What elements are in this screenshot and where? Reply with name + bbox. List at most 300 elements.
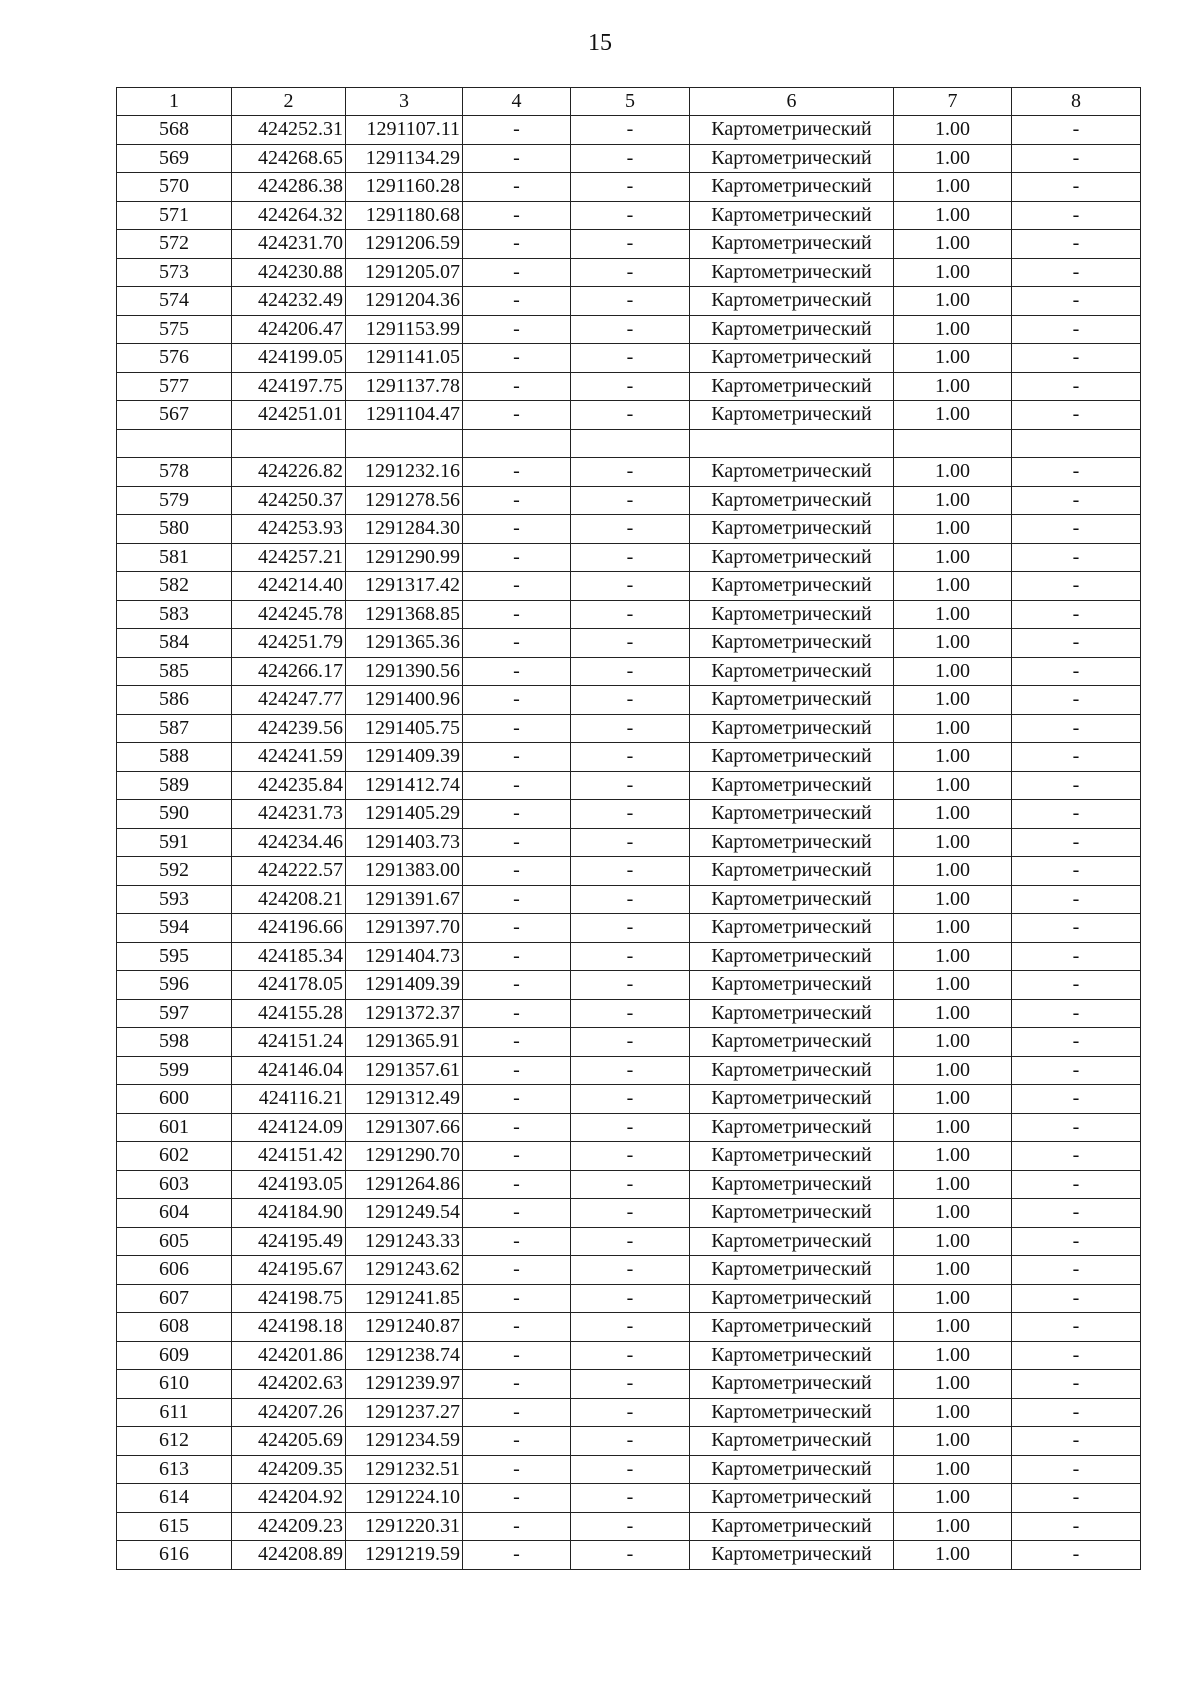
y-coordinate-cell: 1291134.29 bbox=[346, 144, 463, 173]
method-cell: Картометрический bbox=[690, 999, 894, 1028]
method-cell: Картометрический bbox=[690, 1028, 894, 1057]
column-5-cell: - bbox=[571, 714, 690, 743]
x-coordinate-cell: 424241.59 bbox=[232, 743, 346, 772]
point-number-cell: 574 bbox=[117, 287, 232, 316]
method-cell: Картометрический bbox=[690, 287, 894, 316]
accuracy-cell: 1.00 bbox=[894, 1398, 1012, 1427]
y-coordinate-cell: 1291232.16 bbox=[346, 458, 463, 487]
table-row bbox=[117, 1085, 1141, 1114]
accuracy-cell: 1.00 bbox=[894, 486, 1012, 515]
point-number-cell: 587 bbox=[117, 714, 232, 743]
y-coordinate-cell: 1291249.54 bbox=[346, 1199, 463, 1228]
point-number-cell: 606 bbox=[117, 1256, 232, 1285]
accuracy-cell bbox=[894, 429, 1012, 458]
accuracy-cell: 1.00 bbox=[894, 743, 1012, 772]
column-5-cell: - bbox=[571, 486, 690, 515]
point-number-cell: 609 bbox=[117, 1341, 232, 1370]
column-5-cell: - bbox=[571, 1085, 690, 1114]
table-row bbox=[117, 258, 1141, 287]
column-4-cell: - bbox=[463, 1541, 571, 1570]
accuracy-cell: 1.00 bbox=[894, 1085, 1012, 1114]
column-8-cell: - bbox=[1012, 173, 1141, 202]
column-4-cell: - bbox=[463, 458, 571, 487]
point-number-cell: 578 bbox=[117, 458, 232, 487]
point-number-cell: 573 bbox=[117, 258, 232, 287]
y-coordinate-cell: 1291153.99 bbox=[346, 315, 463, 344]
column-5-cell: - bbox=[571, 914, 690, 943]
point-number-cell: 576 bbox=[117, 344, 232, 373]
x-coordinate-cell: 424193.05 bbox=[232, 1170, 346, 1199]
x-coordinate-cell: 424239.56 bbox=[232, 714, 346, 743]
table-row bbox=[117, 1256, 1141, 1285]
column-5-cell: - bbox=[571, 1170, 690, 1199]
y-coordinate-cell: 1291278.56 bbox=[346, 486, 463, 515]
y-coordinate-cell: 1291205.07 bbox=[346, 258, 463, 287]
x-coordinate-cell: 424234.46 bbox=[232, 828, 346, 857]
accuracy-cell: 1.00 bbox=[894, 828, 1012, 857]
y-coordinate-cell: 1291312.49 bbox=[346, 1085, 463, 1114]
column-4-cell: - bbox=[463, 116, 571, 145]
column-5-cell: - bbox=[571, 1199, 690, 1228]
y-coordinate-cell: 1291238.74 bbox=[346, 1341, 463, 1370]
x-coordinate-cell: 424214.40 bbox=[232, 572, 346, 601]
accuracy-cell: 1.00 bbox=[894, 1427, 1012, 1456]
point-number-cell: 570 bbox=[117, 173, 232, 202]
table-row bbox=[117, 173, 1141, 202]
table-body bbox=[117, 116, 1141, 1570]
column-8-cell: - bbox=[1012, 344, 1141, 373]
table-row bbox=[117, 600, 1141, 629]
column-5-cell: - bbox=[571, 1484, 690, 1513]
x-coordinate-cell: 424209.23 bbox=[232, 1512, 346, 1541]
y-coordinate-cell: 1291290.70 bbox=[346, 1142, 463, 1171]
column-8-cell: - bbox=[1012, 1398, 1141, 1427]
column-4-cell: - bbox=[463, 372, 571, 401]
column-8-cell: - bbox=[1012, 1427, 1141, 1456]
column-5-cell bbox=[571, 429, 690, 458]
method-cell: Картометрический bbox=[690, 1284, 894, 1313]
x-coordinate-cell: 424222.57 bbox=[232, 857, 346, 886]
method-cell: Картометрический bbox=[690, 1170, 894, 1199]
table-row bbox=[117, 1227, 1141, 1256]
column-5-cell: - bbox=[571, 600, 690, 629]
point-number-cell: 608 bbox=[117, 1313, 232, 1342]
point-number-cell: 589 bbox=[117, 771, 232, 800]
accuracy-cell: 1.00 bbox=[894, 1256, 1012, 1285]
accuracy-cell: 1.00 bbox=[894, 543, 1012, 572]
y-coordinate-cell: 1291160.28 bbox=[346, 173, 463, 202]
y-coordinate-cell: 1291317.42 bbox=[346, 572, 463, 601]
method-cell: Картометрический bbox=[690, 458, 894, 487]
column-4-cell: - bbox=[463, 344, 571, 373]
x-coordinate-cell: 424251.79 bbox=[232, 629, 346, 658]
column-5-cell: - bbox=[571, 401, 690, 430]
column-5-cell: - bbox=[571, 144, 690, 173]
column-8-cell: - bbox=[1012, 1113, 1141, 1142]
table-row bbox=[117, 515, 1141, 544]
accuracy-cell: 1.00 bbox=[894, 1170, 1012, 1199]
column-8-cell: - bbox=[1012, 1341, 1141, 1370]
y-coordinate-cell: 1291180.68 bbox=[346, 201, 463, 230]
accuracy-cell: 1.00 bbox=[894, 1028, 1012, 1057]
table-row bbox=[117, 543, 1141, 572]
accuracy-cell: 1.00 bbox=[894, 1284, 1012, 1313]
column-4-cell: - bbox=[463, 1227, 571, 1256]
table-row bbox=[117, 629, 1141, 658]
table-row bbox=[117, 1056, 1141, 1085]
column-4-cell: - bbox=[463, 1313, 571, 1342]
point-number-cell: 611 bbox=[117, 1398, 232, 1427]
y-coordinate-cell: 1291206.59 bbox=[346, 230, 463, 259]
column-8-cell bbox=[1012, 429, 1141, 458]
x-coordinate-cell: 424199.05 bbox=[232, 344, 346, 373]
column-8-cell: - bbox=[1012, 857, 1141, 886]
column-8-cell: - bbox=[1012, 771, 1141, 800]
x-coordinate-cell: 424231.70 bbox=[232, 230, 346, 259]
table-row bbox=[117, 486, 1141, 515]
y-coordinate-cell: 1291403.73 bbox=[346, 828, 463, 857]
column-4-cell: - bbox=[463, 657, 571, 686]
column-4-cell: - bbox=[463, 315, 571, 344]
column-5-cell: - bbox=[571, 287, 690, 316]
x-coordinate-cell: 424198.18 bbox=[232, 1313, 346, 1342]
point-number-cell: 588 bbox=[117, 743, 232, 772]
column-5-cell: - bbox=[571, 1142, 690, 1171]
point-number-cell: 604 bbox=[117, 1199, 232, 1228]
accuracy-cell: 1.00 bbox=[894, 173, 1012, 202]
column-4-cell: - bbox=[463, 1199, 571, 1228]
column-5-cell: - bbox=[571, 942, 690, 971]
accuracy-cell: 1.00 bbox=[894, 800, 1012, 829]
point-number-cell: 572 bbox=[117, 230, 232, 259]
table-row bbox=[117, 714, 1141, 743]
column-5-cell: - bbox=[571, 743, 690, 772]
x-coordinate-cell: 424151.24 bbox=[232, 1028, 346, 1057]
method-cell: Картометрический bbox=[690, 942, 894, 971]
column-8-cell: - bbox=[1012, 486, 1141, 515]
column-5-cell: - bbox=[571, 173, 690, 202]
y-coordinate-cell: 1291383.00 bbox=[346, 857, 463, 886]
column-5-cell: - bbox=[571, 1227, 690, 1256]
column-8-cell: - bbox=[1012, 999, 1141, 1028]
table-row bbox=[117, 572, 1141, 601]
column-5-cell: - bbox=[571, 657, 690, 686]
point-number-cell: 595 bbox=[117, 942, 232, 971]
x-coordinate-cell: 424124.09 bbox=[232, 1113, 346, 1142]
column-4-cell: - bbox=[463, 914, 571, 943]
table-row bbox=[117, 1199, 1141, 1228]
column-5-cell: - bbox=[571, 1541, 690, 1570]
point-number-cell: 582 bbox=[117, 572, 232, 601]
column-4-cell: - bbox=[463, 971, 571, 1000]
accuracy-cell: 1.00 bbox=[894, 458, 1012, 487]
method-cell: Картометрический bbox=[690, 1341, 894, 1370]
y-coordinate-cell bbox=[346, 429, 463, 458]
column-5-cell: - bbox=[571, 543, 690, 572]
point-number-cell: 614 bbox=[117, 1484, 232, 1513]
column-8-cell: - bbox=[1012, 315, 1141, 344]
x-coordinate-cell: 424201.86 bbox=[232, 1341, 346, 1370]
table-row bbox=[117, 1370, 1141, 1399]
x-coordinate-cell: 424195.67 bbox=[232, 1256, 346, 1285]
point-number-cell: 586 bbox=[117, 686, 232, 715]
column-4-cell: - bbox=[463, 572, 571, 601]
column-8-cell: - bbox=[1012, 1256, 1141, 1285]
column-4-cell: - bbox=[463, 1284, 571, 1313]
y-coordinate-cell: 1291365.36 bbox=[346, 629, 463, 658]
accuracy-cell: 1.00 bbox=[894, 1113, 1012, 1142]
method-cell: Картометрический bbox=[690, 714, 894, 743]
accuracy-cell: 1.00 bbox=[894, 230, 1012, 259]
column-header: 1 bbox=[117, 88, 232, 116]
column-8-cell: - bbox=[1012, 828, 1141, 857]
method-cell: Картометрический bbox=[690, 914, 894, 943]
x-coordinate-cell: 424232.49 bbox=[232, 287, 346, 316]
column-5-cell: - bbox=[571, 258, 690, 287]
column-header: 4 bbox=[463, 88, 571, 116]
x-coordinate-cell: 424206.47 bbox=[232, 315, 346, 344]
table-row bbox=[117, 971, 1141, 1000]
x-coordinate-cell: 424286.38 bbox=[232, 173, 346, 202]
accuracy-cell: 1.00 bbox=[894, 287, 1012, 316]
point-number-cell: 596 bbox=[117, 971, 232, 1000]
y-coordinate-cell: 1291357.61 bbox=[346, 1056, 463, 1085]
column-4-cell: - bbox=[463, 1455, 571, 1484]
method-cell: Картометрический bbox=[690, 771, 894, 800]
page-number: 15 bbox=[588, 30, 612, 56]
column-4-cell: - bbox=[463, 1056, 571, 1085]
column-8-cell: - bbox=[1012, 144, 1141, 173]
method-cell: Картометрический bbox=[690, 201, 894, 230]
point-number-cell: 592 bbox=[117, 857, 232, 886]
column-8-cell: - bbox=[1012, 1170, 1141, 1199]
method-cell: Картометрический bbox=[690, 885, 894, 914]
method-cell: Картометрический bbox=[690, 1512, 894, 1541]
column-header: 5 bbox=[571, 88, 690, 116]
table-row bbox=[117, 743, 1141, 772]
accuracy-cell: 1.00 bbox=[894, 116, 1012, 145]
method-cell bbox=[690, 429, 894, 458]
column-header: 3 bbox=[346, 88, 463, 116]
table-header bbox=[117, 88, 1141, 116]
column-4-cell: - bbox=[463, 201, 571, 230]
point-number-cell: 583 bbox=[117, 600, 232, 629]
coordinates-table bbox=[116, 87, 1141, 1570]
table-row bbox=[117, 885, 1141, 914]
method-cell: Картометрический bbox=[690, 1398, 894, 1427]
point-number-cell: 599 bbox=[117, 1056, 232, 1085]
y-coordinate-cell: 1291400.96 bbox=[346, 686, 463, 715]
x-coordinate-cell: 424257.21 bbox=[232, 543, 346, 572]
method-cell: Картометрический bbox=[690, 230, 894, 259]
column-4-cell: - bbox=[463, 857, 571, 886]
table-row bbox=[117, 1113, 1141, 1142]
column-header: 6 bbox=[690, 88, 894, 116]
method-cell: Картометрический bbox=[690, 1484, 894, 1513]
y-coordinate-cell: 1291107.11 bbox=[346, 116, 463, 145]
column-4-cell: - bbox=[463, 401, 571, 430]
column-5-cell: - bbox=[571, 315, 690, 344]
column-5-cell: - bbox=[571, 885, 690, 914]
y-coordinate-cell: 1291220.31 bbox=[346, 1512, 463, 1541]
x-coordinate-cell: 424207.26 bbox=[232, 1398, 346, 1427]
y-coordinate-cell: 1291391.67 bbox=[346, 885, 463, 914]
table-row bbox=[117, 1541, 1141, 1570]
table-row bbox=[117, 144, 1141, 173]
table-row bbox=[117, 1170, 1141, 1199]
accuracy-cell: 1.00 bbox=[894, 258, 1012, 287]
accuracy-cell: 1.00 bbox=[894, 515, 1012, 544]
column-8-cell: - bbox=[1012, 1313, 1141, 1342]
column-4-cell: - bbox=[463, 1484, 571, 1513]
table-row bbox=[117, 1398, 1141, 1427]
column-8-cell: - bbox=[1012, 1142, 1141, 1171]
y-coordinate-cell: 1291234.59 bbox=[346, 1427, 463, 1456]
column-5-cell: - bbox=[571, 800, 690, 829]
column-4-cell: - bbox=[463, 515, 571, 544]
point-number-cell: 584 bbox=[117, 629, 232, 658]
column-4-cell: - bbox=[463, 800, 571, 829]
point-number-cell: 569 bbox=[117, 144, 232, 173]
point-number-cell: 605 bbox=[117, 1227, 232, 1256]
table-row bbox=[117, 1284, 1141, 1313]
method-cell: Картометрический bbox=[690, 1455, 894, 1484]
x-coordinate-cell: 424245.78 bbox=[232, 600, 346, 629]
x-coordinate-cell: 424247.77 bbox=[232, 686, 346, 715]
method-cell: Картометрический bbox=[690, 743, 894, 772]
column-5-cell: - bbox=[571, 771, 690, 800]
accuracy-cell: 1.00 bbox=[894, 372, 1012, 401]
point-number-cell: 601 bbox=[117, 1113, 232, 1142]
column-4-cell: - bbox=[463, 686, 571, 715]
column-4-cell: - bbox=[463, 885, 571, 914]
y-coordinate-cell: 1291412.74 bbox=[346, 771, 463, 800]
accuracy-cell: 1.00 bbox=[894, 1341, 1012, 1370]
y-coordinate-cell: 1291232.51 bbox=[346, 1455, 463, 1484]
table-row bbox=[117, 686, 1141, 715]
column-8-cell: - bbox=[1012, 1056, 1141, 1085]
column-5-cell: - bbox=[571, 857, 690, 886]
method-cell: Картометрический bbox=[690, 1085, 894, 1114]
method-cell: Картометрический bbox=[690, 1313, 894, 1342]
column-4-cell: - bbox=[463, 743, 571, 772]
table-row bbox=[117, 1427, 1141, 1456]
y-coordinate-cell: 1291372.37 bbox=[346, 999, 463, 1028]
method-cell: Картометрический bbox=[690, 1056, 894, 1085]
y-coordinate-cell: 1291409.39 bbox=[346, 971, 463, 1000]
point-number-cell: 567 bbox=[117, 401, 232, 430]
table-row bbox=[117, 201, 1141, 230]
table-row bbox=[117, 999, 1141, 1028]
table-row bbox=[117, 401, 1141, 430]
table-row bbox=[117, 315, 1141, 344]
method-cell: Картометрический bbox=[690, 1142, 894, 1171]
point-number-cell: 597 bbox=[117, 999, 232, 1028]
column-4-cell: - bbox=[463, 1370, 571, 1399]
x-coordinate-cell: 424208.89 bbox=[232, 1541, 346, 1570]
x-coordinate-cell: 424184.90 bbox=[232, 1199, 346, 1228]
table-row bbox=[117, 372, 1141, 401]
accuracy-cell: 1.00 bbox=[894, 1199, 1012, 1228]
column-4-cell: - bbox=[463, 486, 571, 515]
method-cell: Картометрический bbox=[690, 1256, 894, 1285]
column-8-cell: - bbox=[1012, 942, 1141, 971]
column-8-cell: - bbox=[1012, 971, 1141, 1000]
method-cell: Картометрический bbox=[690, 828, 894, 857]
column-5-cell: - bbox=[571, 1256, 690, 1285]
table-row bbox=[117, 1028, 1141, 1057]
method-cell: Картометрический bbox=[690, 1427, 894, 1456]
column-5-cell: - bbox=[571, 828, 690, 857]
column-5-cell: - bbox=[571, 1398, 690, 1427]
x-coordinate-cell: 424266.17 bbox=[232, 657, 346, 686]
x-coordinate-cell: 424178.05 bbox=[232, 971, 346, 1000]
column-8-cell: - bbox=[1012, 1028, 1141, 1057]
column-4-cell: - bbox=[463, 258, 571, 287]
column-5-cell: - bbox=[571, 686, 690, 715]
accuracy-cell: 1.00 bbox=[894, 999, 1012, 1028]
y-coordinate-cell: 1291409.39 bbox=[346, 743, 463, 772]
column-4-cell: - bbox=[463, 771, 571, 800]
x-coordinate-cell: 424116.21 bbox=[232, 1085, 346, 1114]
y-coordinate-cell: 1291243.62 bbox=[346, 1256, 463, 1285]
x-coordinate-cell: 424250.37 bbox=[232, 486, 346, 515]
column-8-cell: - bbox=[1012, 1085, 1141, 1114]
column-4-cell: - bbox=[463, 629, 571, 658]
column-5-cell: - bbox=[571, 1341, 690, 1370]
column-4-cell: - bbox=[463, 1142, 571, 1171]
accuracy-cell: 1.00 bbox=[894, 971, 1012, 1000]
column-4-cell: - bbox=[463, 714, 571, 743]
table-row bbox=[117, 1313, 1141, 1342]
accuracy-cell: 1.00 bbox=[894, 942, 1012, 971]
column-5-cell: - bbox=[571, 372, 690, 401]
y-coordinate-cell: 1291219.59 bbox=[346, 1541, 463, 1570]
method-cell: Картометрический bbox=[690, 543, 894, 572]
accuracy-cell: 1.00 bbox=[894, 1370, 1012, 1399]
method-cell: Картометрический bbox=[690, 1199, 894, 1228]
y-coordinate-cell: 1291397.70 bbox=[346, 914, 463, 943]
column-8-cell: - bbox=[1012, 800, 1141, 829]
x-coordinate-cell: 424264.32 bbox=[232, 201, 346, 230]
column-5-cell: - bbox=[571, 1370, 690, 1399]
table-row bbox=[117, 914, 1141, 943]
column-5-cell: - bbox=[571, 999, 690, 1028]
column-5-cell: - bbox=[571, 1113, 690, 1142]
method-cell: Картометрический bbox=[690, 173, 894, 202]
column-8-cell: - bbox=[1012, 1484, 1141, 1513]
method-cell: Картометрический bbox=[690, 1541, 894, 1570]
table-row bbox=[117, 116, 1141, 145]
table-row bbox=[117, 800, 1141, 829]
y-coordinate-cell: 1291405.29 bbox=[346, 800, 463, 829]
y-coordinate-cell: 1291224.10 bbox=[346, 1484, 463, 1513]
method-cell: Картометрический bbox=[690, 629, 894, 658]
point-number-cell bbox=[117, 429, 232, 458]
point-number-cell: 593 bbox=[117, 885, 232, 914]
column-8-cell: - bbox=[1012, 201, 1141, 230]
point-number-cell: 594 bbox=[117, 914, 232, 943]
x-coordinate-cell: 424251.01 bbox=[232, 401, 346, 430]
column-8-cell: - bbox=[1012, 1541, 1141, 1570]
column-5-cell: - bbox=[571, 971, 690, 1000]
x-coordinate-cell: 424226.82 bbox=[232, 458, 346, 487]
method-cell: Картометрический bbox=[690, 686, 894, 715]
y-coordinate-cell: 1291204.36 bbox=[346, 287, 463, 316]
table-row bbox=[117, 942, 1141, 971]
y-coordinate-cell: 1291365.91 bbox=[346, 1028, 463, 1057]
point-number-cell: 615 bbox=[117, 1512, 232, 1541]
